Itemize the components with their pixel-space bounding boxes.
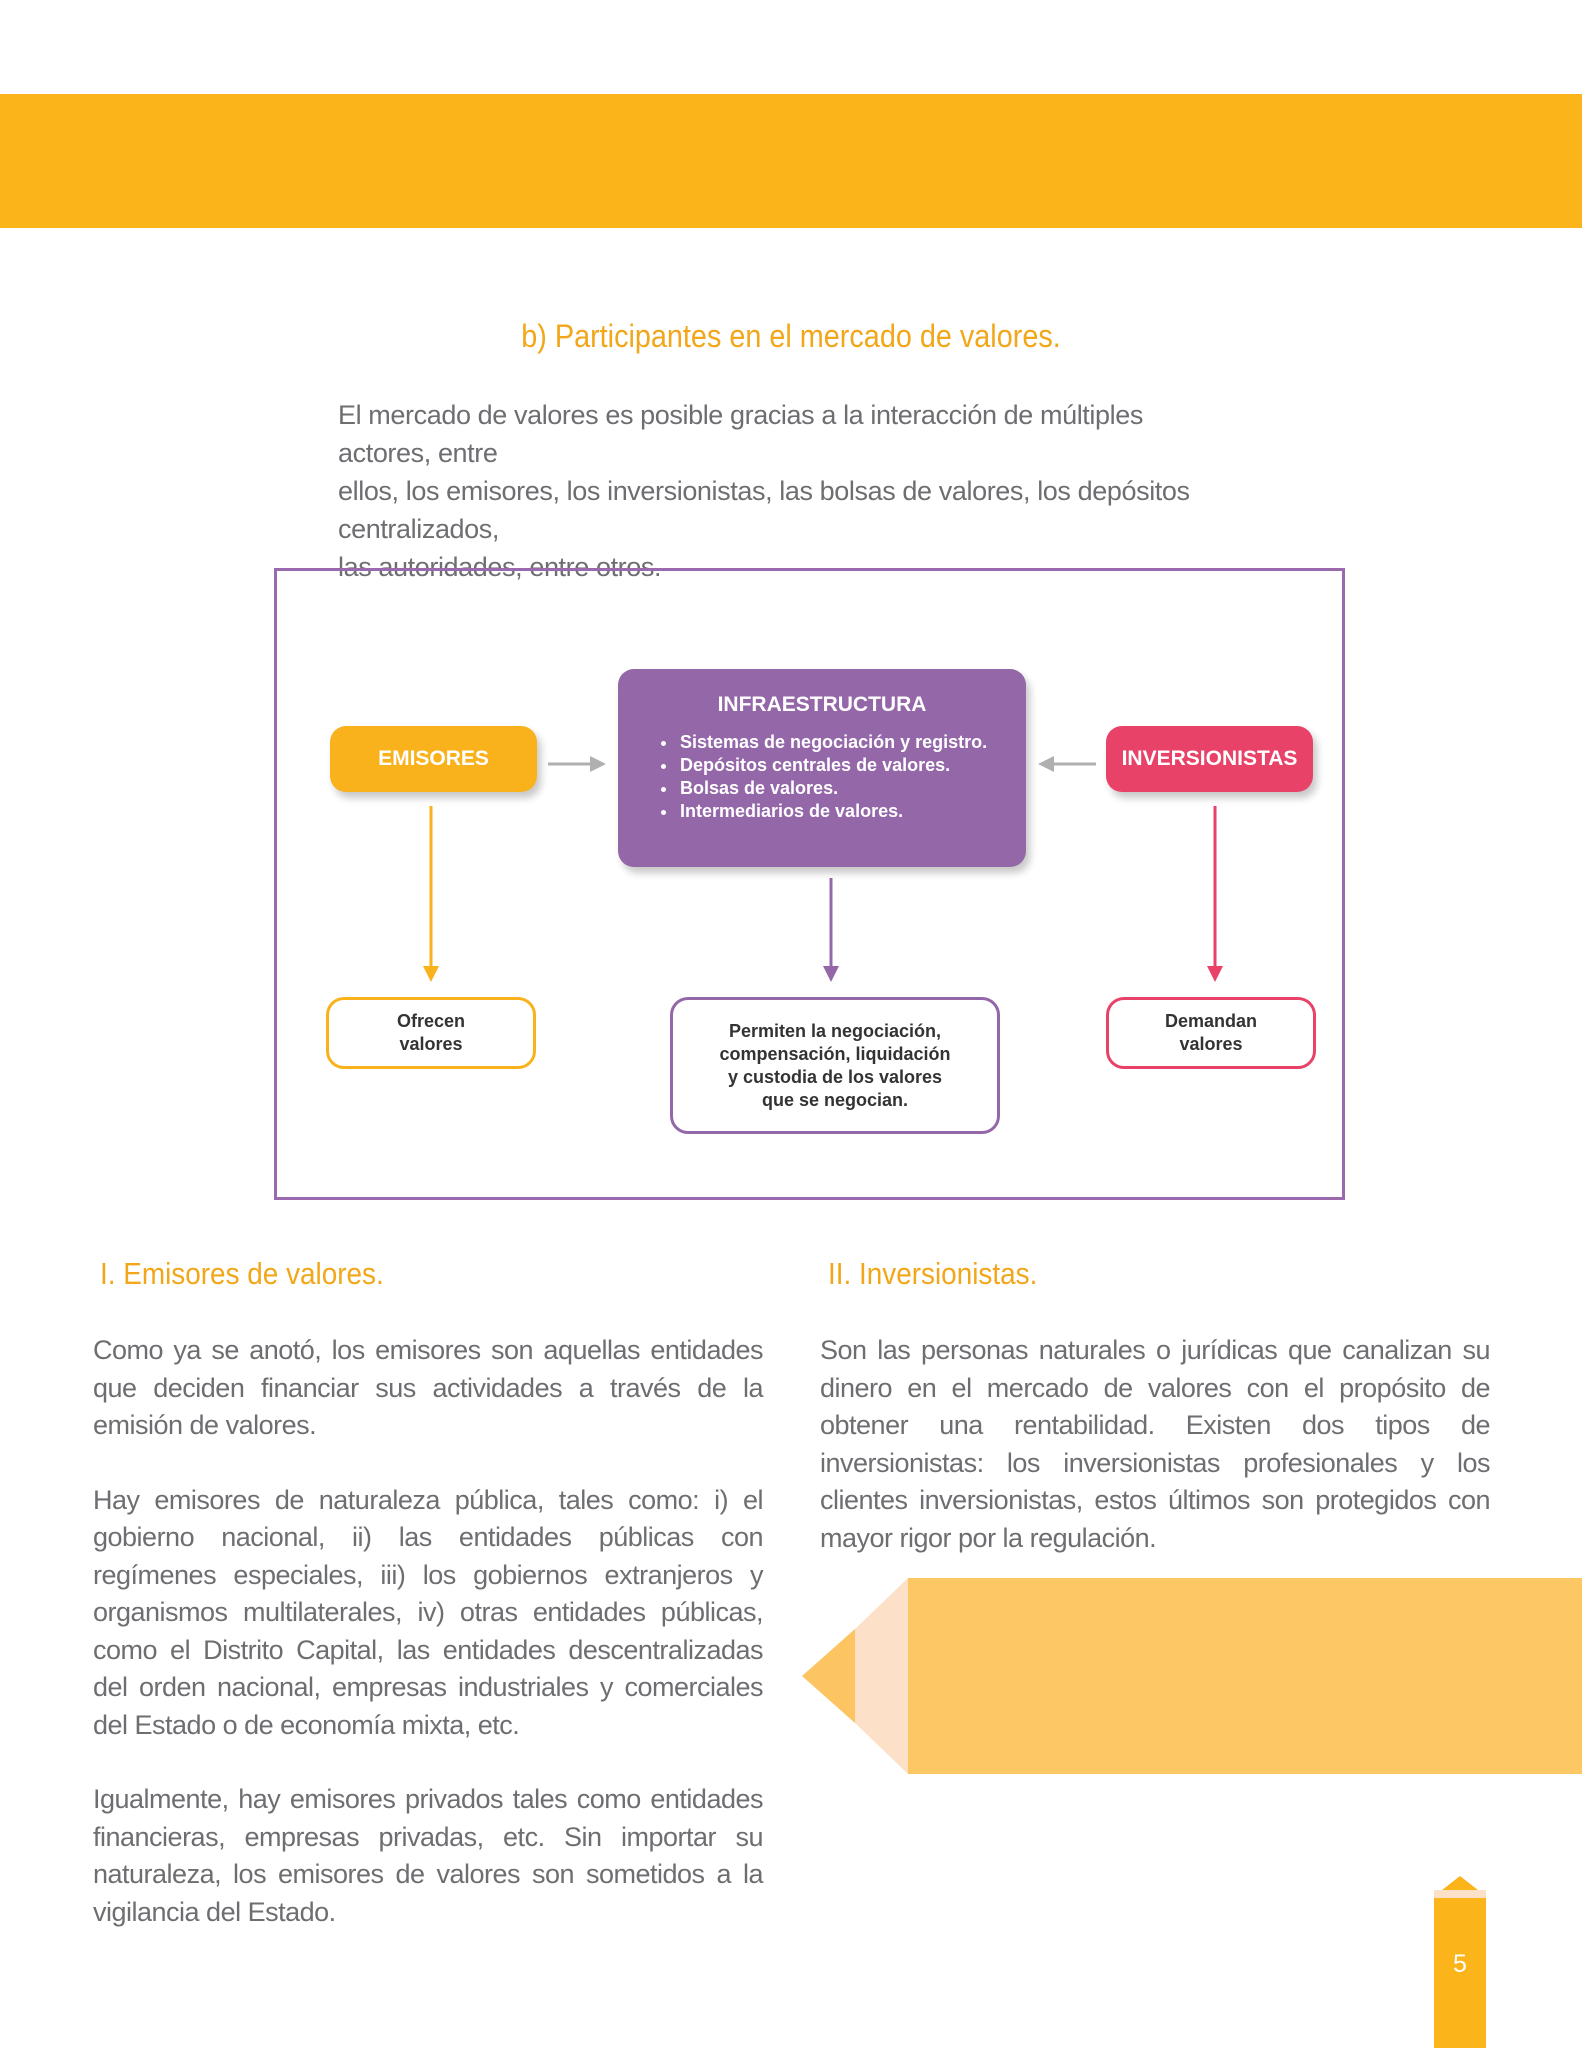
infraestructura-item: • Depósitos centrales de valores.: [678, 754, 1026, 777]
emisores-text: [93, 1332, 763, 1968]
paragraph: Hay emisores de naturaleza pública, tales como: i) el gobierno nacional, ii) las entidades públicas con regímenes especiales, iii) los gobiernos extranjeros y organismos multilaterales, iv) otras entidades públicas, como el Distrito Capital, las entidades descentralizadas del orden nacional, empresas industriales y comerciales del Estado o de economía mixta, etc.: [93, 1484, 763, 1740]
section-title: b) Participantes en el mercado de valores.: [521, 318, 1061, 354]
permiten-negociacion-box: [670, 997, 1000, 1134]
box-line: Ofrecen: [396, 1011, 466, 1031]
box-line: Demandan: [1164, 1011, 1258, 1031]
infraestructura-list: [618, 731, 1026, 823]
infraestructura-item: • Bolsas de valores.: [678, 777, 1026, 800]
intro-line: las autoridades, entre otros.: [338, 552, 662, 582]
emisores-heading: I. Emisores de valores.: [100, 1256, 384, 1291]
infraestructura-item: • Sistemas de negociación y registro.: [678, 731, 1026, 754]
intro-line: ellos, los emisores, los inversionistas, las bolsas de valores, los depósitos centralizados,: [338, 476, 1190, 544]
emisores-box: EMISORES: [330, 726, 537, 792]
infraestructura-box: [618, 669, 1026, 867]
infraestructura-item: • Intermediarios de valores.: [678, 800, 1026, 823]
ofrecen-valores-box: [326, 997, 536, 1069]
paragraph: Igualmente, hay emisores privados tales como entidades financieras, empresas privadas, etc. Sin importar su naturaleza, los emisores de valores son sometidos a la vigilancia del Estado.: [93, 1784, 763, 1927]
box-line: valores: [399, 1034, 463, 1054]
pencil-decoration: [800, 1578, 1582, 1774]
infraestructura-title: INFRAESTRUCTURA: [717, 693, 927, 716]
demandan-valores-box: [1106, 997, 1316, 1069]
inversionistas-heading: II. Inversionistas.: [828, 1256, 1038, 1291]
intro-line: El mercado de valores es posible gracias a la interacción de múltiples actores, entre: [338, 400, 1143, 468]
header-band: [0, 94, 1582, 228]
box-line: y custodia de los valores: [727, 1066, 943, 1087]
box-line: compensación, liquidación: [719, 1043, 951, 1064]
paragraph: Son las personas naturales o jurídicas que canalizan su dinero en el mercado de valores con el propósito de obtener una rentabilidad. Existen dos tipos de inversionistas: los inversionistas profesionales y los clientes inversionistas, estos últimos son protegidos con mayor rigor por la regulación.: [820, 1335, 1490, 1553]
inversionistas-box: INVERSIONISTAS: [1106, 726, 1313, 792]
box-line: Permiten la negociación,: [728, 1020, 942, 1041]
box-line: valores: [1179, 1034, 1243, 1054]
box-line: que se negocian.: [761, 1089, 909, 1110]
page-number: 5: [1453, 1950, 1467, 1978]
inversionistas-text: [820, 1332, 1490, 1594]
intro-paragraph: [338, 396, 1238, 586]
paragraph: Como ya se anotó, los emisores son aquellas entidades que deciden financiar sus actividades a través de la emisión de valores.: [93, 1335, 763, 1440]
